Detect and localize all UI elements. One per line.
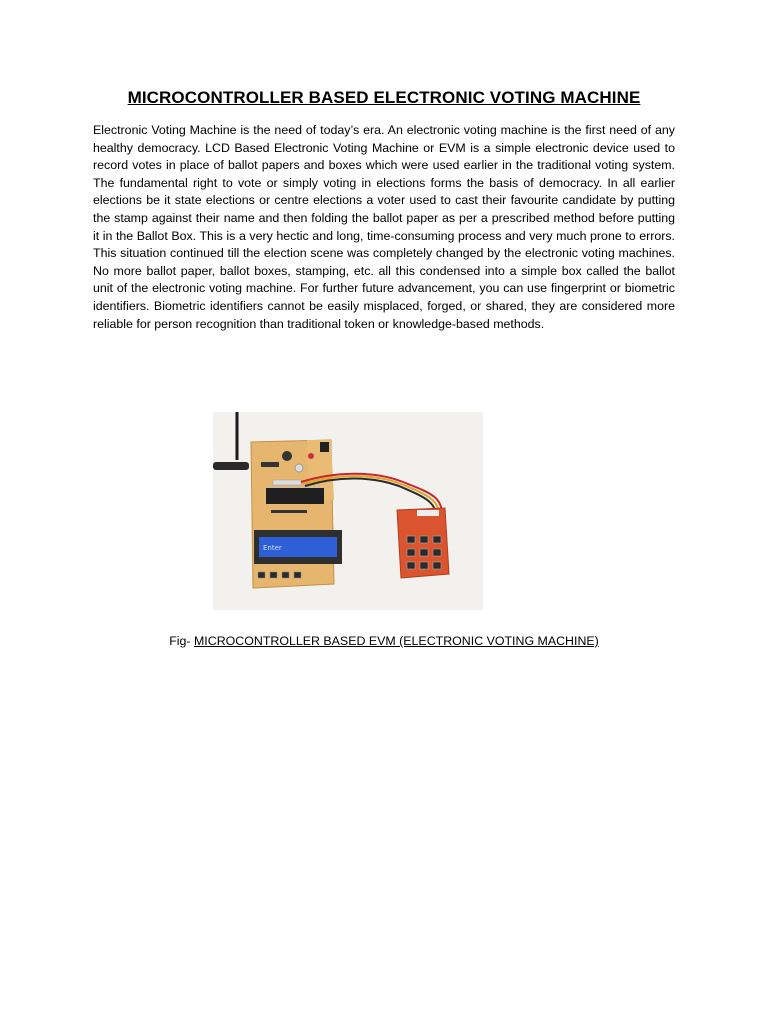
evm-illustration [213,412,483,610]
caption-prefix: Fig- [169,634,194,648]
figure-caption [0,634,768,648]
body-paragraph: Electronic Voting Machine is the need of today’s era. An electronic voting machine is the first need of any healthy democracy. LCD Based Electronic Voting Machine or EVM is a simple electronic device used to record votes in place of ballot papers and boxes which were used earlier in the traditional voting system. The fundamental right to vote or simply voting in elections forms the basis of democracy. In all earlier elections be it state elections or centre elections a voter used to cast their favourite candidate by putting the stamp against their name and then folding the ballot paper as per a prescribed method before putting it in the Ballot Box. This is a very hectic and long, time-consuming process and very much prone to errors. This situation continued till the election scene was completely changed by the electronic voting machines. No more ballot paper, ballot boxes, stamping, etc. all this condensed into a simple box called the ballot unit of the electronic voting machine. For further future advancement, you can use fingerprint or biometric identifiers. Biometric identifiers cannot be easily misplaced, forged, or shared, they are considered more reliable for person recognition than traditional token or knowledge-based methods. [93,123,675,331]
caption-text: MICROCONTROLLER BASED EVM (ELECTRONIC VOTING MACHINE) [193,634,599,648]
document-title: MICROCONTROLLER BASED ELECTRONIC VOTING MACHINE [127,88,641,107]
evm-photo [213,412,483,610]
lcd-text: Enter [263,544,282,552]
